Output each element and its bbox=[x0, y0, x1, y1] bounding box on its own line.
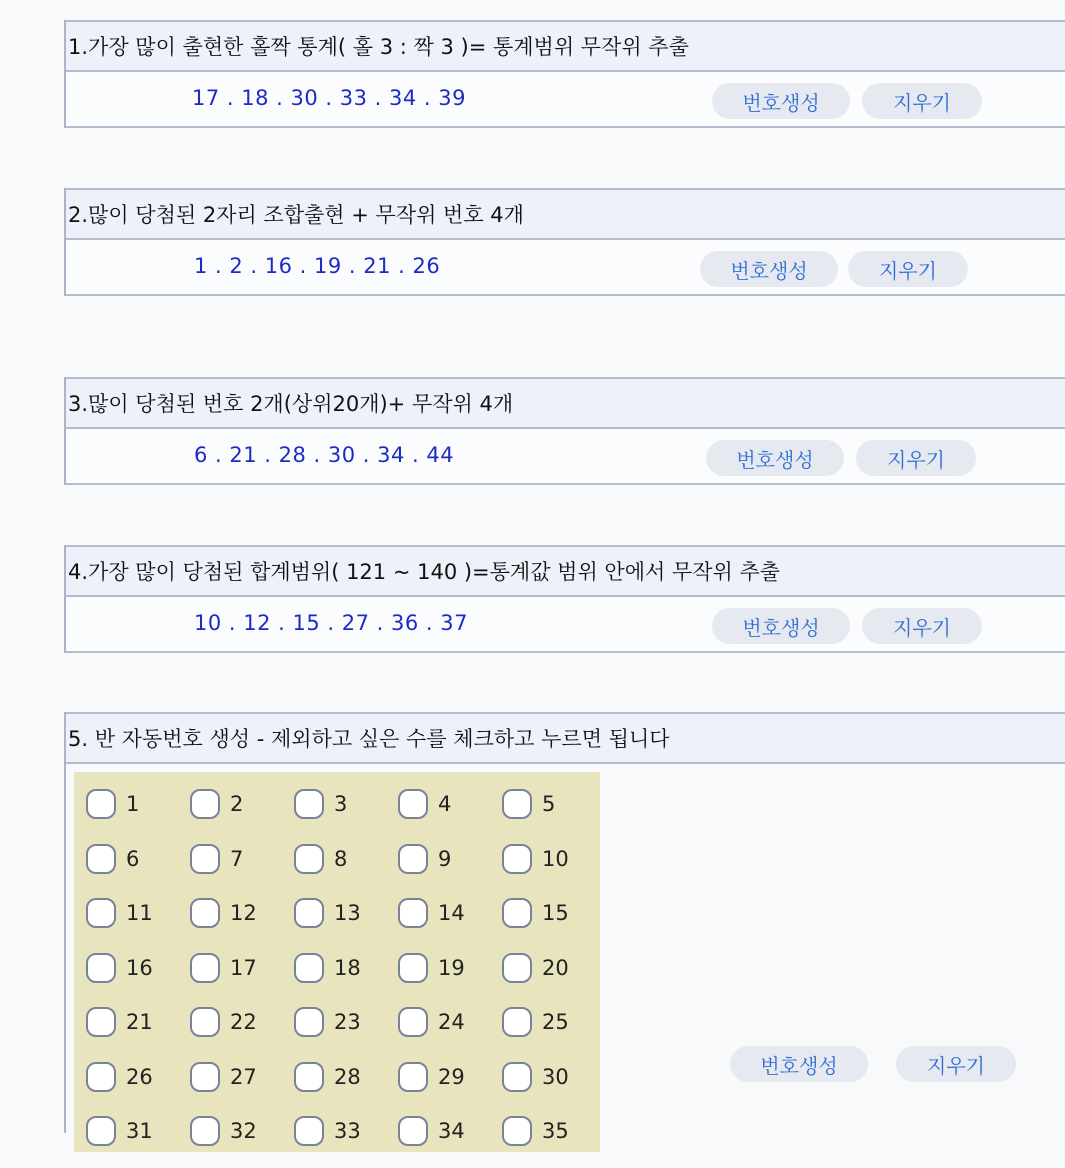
exclude-checkbox-item[interactable] bbox=[294, 786, 398, 822]
exclude-checkbox[interactable] bbox=[190, 1007, 220, 1037]
exclude-checkbox-item[interactable] bbox=[398, 786, 502, 822]
exclude-checkbox-item[interactable] bbox=[294, 1059, 398, 1095]
exclude-checkbox[interactable] bbox=[294, 1062, 324, 1092]
exclude-checkbox-item[interactable] bbox=[294, 950, 398, 986]
exclude-checkbox-item[interactable] bbox=[86, 1113, 190, 1149]
checkbox-label: 31 bbox=[126, 1119, 153, 1143]
checkbox-label: 35 bbox=[542, 1119, 569, 1143]
exclude-checkbox-item[interactable] bbox=[398, 1004, 502, 1040]
exclude-checkbox[interactable] bbox=[190, 1062, 220, 1092]
result-row bbox=[66, 597, 1065, 653]
exclude-checkbox-item[interactable] bbox=[398, 1113, 502, 1149]
checkbox-label: 32 bbox=[230, 1119, 257, 1143]
checkbox-label: 21 bbox=[126, 1010, 153, 1034]
exclude-checkbox[interactable] bbox=[502, 789, 532, 819]
clear-button[interactable]: 지우기 bbox=[856, 440, 976, 476]
section-1 bbox=[64, 20, 1065, 128]
checkbox-row bbox=[86, 895, 606, 950]
checkbox-label: 9 bbox=[438, 846, 452, 871]
generated-numbers: 17 . 18 . 30 . 33 . 34 . 39 bbox=[192, 86, 466, 110]
exclude-checkbox-item[interactable] bbox=[294, 1004, 398, 1040]
exclude-checkbox[interactable] bbox=[398, 953, 428, 983]
exclude-checkbox-item[interactable] bbox=[398, 895, 502, 931]
exclude-checkbox[interactable] bbox=[190, 953, 220, 983]
section-title-text: 4.가장 많이 당첨된 합계범위( 121 ~ 140 )=통계값 범위 안에서 무작위 추출 bbox=[68, 560, 781, 584]
checkbox-row bbox=[86, 786, 606, 841]
generated-numbers: 1 . 2 . 16 . 19 . 21 . 26 bbox=[194, 254, 441, 278]
exclude-checkbox-item[interactable] bbox=[502, 786, 606, 822]
checkbox-label: 29 bbox=[438, 1064, 465, 1089]
exclude-checkbox[interactable] bbox=[398, 898, 428, 928]
checkbox-label: 11 bbox=[126, 901, 153, 925]
result-row bbox=[66, 429, 1065, 485]
exclude-checkbox[interactable] bbox=[86, 844, 116, 874]
checkbox-label: 18 bbox=[334, 955, 361, 980]
exclude-checkbox-item[interactable] bbox=[86, 1059, 190, 1095]
checkbox-label: 23 bbox=[334, 1010, 361, 1034]
checkbox-label: 34 bbox=[438, 1119, 465, 1143]
checkbox-row bbox=[86, 1004, 606, 1059]
exclude-checkbox-item[interactable] bbox=[86, 1004, 190, 1040]
exclude-checkbox-item[interactable] bbox=[502, 895, 606, 931]
exclude-checkbox-item[interactable] bbox=[502, 1059, 606, 1095]
exclude-checkbox[interactable] bbox=[398, 1116, 428, 1146]
section-title bbox=[66, 20, 1065, 72]
exclude-checkbox-item[interactable] bbox=[86, 841, 190, 877]
exclude-checkbox-item[interactable] bbox=[190, 1059, 294, 1095]
exclude-checkbox-item[interactable] bbox=[398, 950, 502, 986]
checkbox-label: 2 bbox=[230, 792, 244, 816]
exclude-checkbox[interactable] bbox=[86, 789, 116, 819]
exclude-checkbox[interactable] bbox=[502, 1116, 532, 1146]
exclude-checkbox-item[interactable] bbox=[502, 950, 606, 986]
exclude-checkbox-item[interactable] bbox=[190, 841, 294, 877]
checkbox-label: 14 bbox=[438, 901, 465, 925]
checkbox-label: 22 bbox=[230, 1010, 257, 1034]
checkbox-grid bbox=[86, 786, 606, 1168]
exclude-checkbox[interactable] bbox=[398, 1062, 428, 1092]
section-title-text: 3.많이 당첨된 번호 2개(상위20개)+ 무작위 4개 bbox=[68, 392, 514, 416]
exclude-checkbox-item[interactable] bbox=[502, 841, 606, 877]
exclude-checkbox-item[interactable] bbox=[502, 1004, 606, 1040]
exclude-checkbox-item[interactable] bbox=[294, 1113, 398, 1149]
checkbox-label: 33 bbox=[334, 1119, 361, 1143]
section-2 bbox=[64, 188, 1065, 296]
exclude-checkbox[interactable] bbox=[86, 898, 116, 928]
checkbox-label: 6 bbox=[126, 846, 140, 871]
checkbox-label: 13 bbox=[334, 901, 361, 925]
checkbox-label: 8 bbox=[334, 846, 348, 871]
section-title-text: 2.많이 당첨된 2자리 조합출현 + 무작위 번호 4개 bbox=[68, 203, 524, 227]
exclude-checkbox[interactable] bbox=[398, 789, 428, 819]
clear-button[interactable]: 지우기 bbox=[896, 1046, 1016, 1082]
checkbox-label: 3 bbox=[334, 792, 348, 816]
checkbox-row bbox=[86, 1059, 606, 1114]
exclude-checkbox-item[interactable] bbox=[190, 1113, 294, 1149]
exclude-checkbox[interactable] bbox=[190, 789, 220, 819]
checkbox-label: 4 bbox=[438, 792, 452, 816]
exclude-checkbox[interactable] bbox=[294, 1116, 324, 1146]
section-title bbox=[66, 377, 1065, 429]
checkbox-label: 27 bbox=[230, 1064, 257, 1089]
checkbox-label: 7 bbox=[230, 846, 244, 871]
exclude-checkbox[interactable] bbox=[502, 953, 532, 983]
exclude-checkbox[interactable] bbox=[398, 844, 428, 874]
exclude-checkbox-item[interactable] bbox=[190, 950, 294, 986]
checkbox-label: 24 bbox=[438, 1010, 465, 1034]
checkbox-label: 20 bbox=[542, 955, 569, 980]
exclude-checkbox[interactable] bbox=[190, 1116, 220, 1146]
exclude-checkbox-item[interactable] bbox=[398, 1059, 502, 1095]
exclude-checkbox-item[interactable] bbox=[86, 895, 190, 931]
checkbox-label: 5 bbox=[542, 792, 556, 816]
exclude-number-panel bbox=[74, 772, 600, 1152]
exclude-checkbox[interactable] bbox=[294, 898, 324, 928]
generate-button[interactable]: 번호생성 bbox=[712, 608, 850, 644]
checkbox-label: 16 bbox=[126, 955, 153, 980]
checkbox-row bbox=[86, 950, 606, 1005]
checkbox-label: 15 bbox=[542, 901, 569, 925]
exclude-checkbox-item[interactable] bbox=[502, 1113, 606, 1149]
checkbox-row bbox=[86, 1113, 606, 1168]
section-title bbox=[66, 188, 1065, 240]
exclude-checkbox-item[interactable] bbox=[190, 786, 294, 822]
checkbox-label: 10 bbox=[542, 846, 569, 871]
clear-button[interactable]: 지우기 bbox=[862, 608, 982, 644]
exclude-checkbox-item[interactable] bbox=[190, 895, 294, 931]
exclude-checkbox[interactable] bbox=[398, 1007, 428, 1037]
section-title bbox=[66, 712, 1065, 764]
result-row bbox=[66, 240, 1065, 296]
exclude-checkbox[interactable] bbox=[190, 898, 220, 928]
generate-button[interactable]: 번호생성 bbox=[700, 251, 838, 287]
checkbox-label: 12 bbox=[230, 901, 257, 925]
exclude-checkbox[interactable] bbox=[294, 844, 324, 874]
section-title-text: 1.가장 많이 출현한 홀짝 통계( 홀 3 : 짝 3 )= 통계범위 무작위 추출 bbox=[68, 35, 689, 59]
exclude-checkbox[interactable] bbox=[190, 844, 220, 874]
exclude-checkbox[interactable] bbox=[294, 953, 324, 983]
exclude-checkbox[interactable] bbox=[502, 1007, 532, 1037]
section-5 bbox=[64, 712, 1065, 1143]
generate-button[interactable]: 번호생성 bbox=[730, 1046, 868, 1082]
generate-button[interactable]: 번호생성 bbox=[706, 440, 844, 476]
checkbox-label: 1 bbox=[126, 792, 140, 816]
exclude-checkbox-item[interactable] bbox=[86, 950, 190, 986]
clear-button[interactable]: 지우기 bbox=[848, 251, 968, 287]
exclude-checkbox-item[interactable] bbox=[294, 895, 398, 931]
exclude-checkbox[interactable] bbox=[86, 1007, 116, 1037]
checkbox-label: 19 bbox=[438, 955, 465, 980]
exclude-checkbox[interactable] bbox=[502, 898, 532, 928]
checkbox-label: 17 bbox=[230, 955, 257, 980]
section-title-text: 5. 반 자동번호 생성 - 제외하고 싶은 수를 체크하고 누르면 됩니다 bbox=[68, 727, 670, 751]
exclude-checkbox[interactable] bbox=[294, 1007, 324, 1037]
section-3 bbox=[64, 377, 1065, 485]
generated-numbers: 6 . 21 . 28 . 30 . 34 . 44 bbox=[194, 443, 455, 467]
exclude-checkbox[interactable] bbox=[86, 953, 116, 983]
checkbox-row bbox=[86, 841, 606, 896]
checkbox-label: 25 bbox=[542, 1010, 569, 1034]
exclude-checkbox[interactable] bbox=[86, 1116, 116, 1146]
clear-button[interactable]: 지우기 bbox=[862, 83, 982, 119]
exclude-checkbox[interactable] bbox=[86, 1062, 116, 1092]
generate-button[interactable]: 번호생성 bbox=[712, 83, 850, 119]
checkbox-label: 26 bbox=[126, 1064, 153, 1089]
checkbox-label: 28 bbox=[334, 1064, 361, 1089]
exclude-checkbox-item[interactable] bbox=[294, 841, 398, 877]
exclude-checkbox[interactable] bbox=[294, 789, 324, 819]
exclude-checkbox-item[interactable] bbox=[86, 786, 190, 822]
exclude-checkbox-item[interactable] bbox=[398, 841, 502, 877]
result-row bbox=[66, 72, 1065, 128]
section-title bbox=[66, 545, 1065, 597]
checkbox-label: 30 bbox=[542, 1064, 569, 1089]
exclude-checkbox[interactable] bbox=[502, 844, 532, 874]
exclude-checkbox[interactable] bbox=[502, 1062, 532, 1092]
exclude-checkbox-item[interactable] bbox=[190, 1004, 294, 1040]
generated-numbers: 10 . 12 . 15 . 27 . 36 . 37 bbox=[194, 611, 468, 635]
section-4 bbox=[64, 545, 1065, 653]
